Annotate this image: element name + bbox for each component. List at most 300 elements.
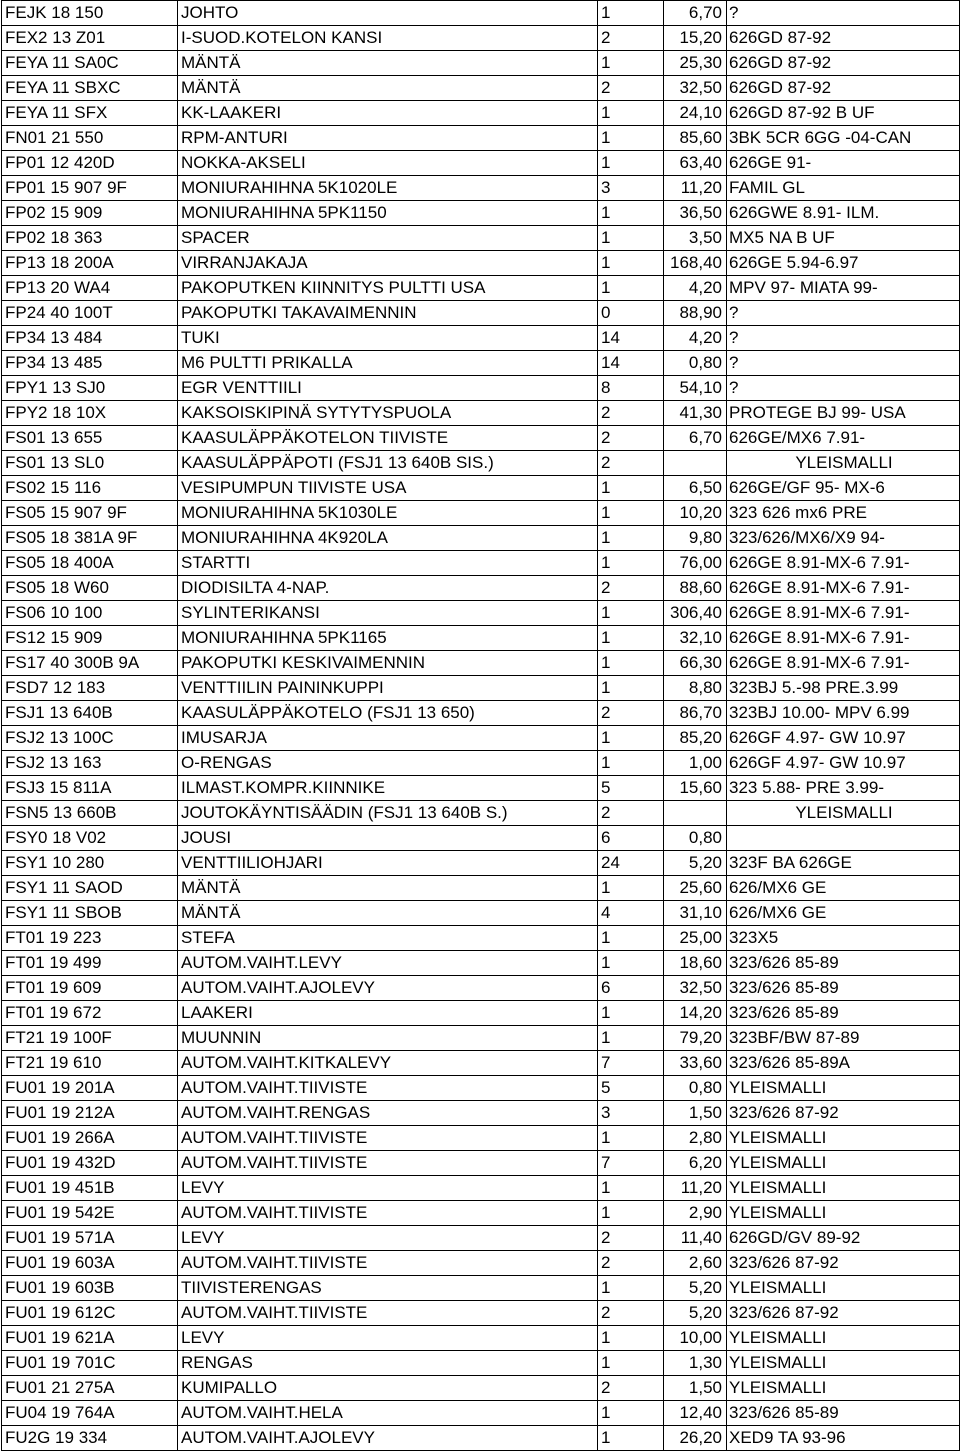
price-cell: 4,20 [664,276,727,301]
model-cell: 626GE/GF 95- MX-6 [727,476,960,501]
part-code-cell: FU01 19 266A [2,1126,178,1151]
table-row [2,226,960,251]
model-cell: 323F BA 626GE [727,851,960,876]
price-cell: 11,20 [664,176,727,201]
price-cell: 6,70 [664,1,727,26]
part-name-cell: JOHTO [178,1,598,26]
quantity-cell: 1 [598,251,664,276]
quantity-cell: 4 [598,901,664,926]
quantity-cell: 3 [598,1101,664,1126]
part-name-cell: LAAKERI [178,1001,598,1026]
model-cell: YLEISMALLI [727,1151,960,1176]
model-cell: 626GE/MX6 7.91- [727,426,960,451]
part-name-cell: AUTOM.VAIHT.LEVY [178,951,598,976]
table-row [2,26,960,51]
table-row [2,1301,960,1326]
quantity-cell: 2 [598,1226,664,1251]
part-name-cell: LEVY [178,1226,598,1251]
part-code-cell: FEX2 13 Z01 [2,26,178,51]
part-code-cell: FS05 15 907 9F [2,501,178,526]
model-cell: 626GWE 8.91- ILM. [727,201,960,226]
part-name-cell: PAKOPUTKI KESKIVAIMENNIN [178,651,598,676]
model-cell: YLEISMALLI [727,1276,960,1301]
part-name-cell: AUTOM.VAIHT.RENGAS [178,1101,598,1126]
part-code-cell: FP01 15 907 9F [2,176,178,201]
price-cell: 86,70 [664,701,727,726]
table-row [2,1226,960,1251]
model-cell [727,826,960,851]
model-cell: 323/626 85-89 [727,976,960,1001]
part-code-cell: FEYA 11 SA0C [2,51,178,76]
model-cell: ? [727,376,960,401]
model-cell: MPV 97- MIATA 99- [727,276,960,301]
part-name-cell: AUTOM.VAIHT.TIIVISTE [178,1201,598,1226]
table-row [2,576,960,601]
part-code-cell: FU01 19 432D [2,1151,178,1176]
part-code-cell: FP34 13 484 [2,326,178,351]
part-code-cell: FSJ2 13 163 [2,751,178,776]
model-cell: FAMIL GL [727,176,960,201]
table-row [2,1126,960,1151]
part-name-cell: JOUSI [178,826,598,851]
part-name-cell: PAKOPUTKEN KIINNITYS PULTTI USA [178,276,598,301]
part-name-cell: MÄNTÄ [178,901,598,926]
part-name-cell: AUTOM.VAIHT.HELA [178,1401,598,1426]
quantity-cell: 1 [598,101,664,126]
quantity-cell: 2 [598,451,664,476]
table-row [2,1376,960,1401]
part-code-cell: FS01 13 655 [2,426,178,451]
table-row [2,1076,960,1101]
part-name-cell: MÄNTÄ [178,76,598,101]
model-cell: 626GE 8.91-MX-6 7.91- [727,576,960,601]
price-cell: 12,40 [664,1401,727,1426]
model-cell: 626GF 4.97- GW 10.97 [727,751,960,776]
quantity-cell: 0 [598,301,664,326]
part-code-cell: FT21 19 100F [2,1026,178,1051]
table-row [2,726,960,751]
model-cell: YLEISMALLI [727,1076,960,1101]
model-cell: YLEISMALLI [727,1176,960,1201]
part-code-cell: FS06 10 100 [2,601,178,626]
quantity-cell: 2 [598,1301,664,1326]
price-cell: 54,10 [664,376,727,401]
quantity-cell: 1 [598,276,664,301]
price-cell: 306,40 [664,601,727,626]
table-row [2,601,960,626]
model-cell: 323/626 87-92 [727,1101,960,1126]
table-row [2,451,960,476]
model-cell: YLEISMALLI [727,1326,960,1351]
table-row [2,376,960,401]
part-name-cell: STARTTI [178,551,598,576]
price-cell: 25,30 [664,51,727,76]
quantity-cell: 5 [598,1076,664,1101]
quantity-cell: 14 [598,351,664,376]
part-name-cell: VESIPUMPUN TIIVISTE USA [178,476,598,501]
quantity-cell: 1 [598,926,664,951]
table-row [2,151,960,176]
model-cell: YLEISMALLI [727,1376,960,1401]
part-name-cell: KAASULÄPPÄKOTELON TIIVISTE [178,426,598,451]
model-cell: 3BK 5CR 6GG -04-CAN [727,126,960,151]
price-cell: 66,30 [664,651,727,676]
price-cell: 11,40 [664,1226,727,1251]
quantity-cell: 1 [598,1026,664,1051]
model-cell: YLEISMALLI [727,1126,960,1151]
model-cell: 626GD 87-92 [727,76,960,101]
part-code-cell: FSY1 11 SBOB [2,901,178,926]
quantity-cell: 1 [598,126,664,151]
part-code-cell: FU01 19 201A [2,1076,178,1101]
price-cell: 88,60 [664,576,727,601]
price-cell: 5,20 [664,1276,727,1301]
model-cell: 323/626 85-89 [727,1401,960,1426]
quantity-cell: 3 [598,176,664,201]
part-name-cell: KAKSOISKIPINÄ SYTYTYSPUOLA [178,401,598,426]
table-row [2,326,960,351]
table-row [2,126,960,151]
part-name-cell: I-SUOD.KOTELON KANSI [178,26,598,51]
part-name-cell: RENGAS [178,1351,598,1376]
part-code-cell: FP13 20 WA4 [2,276,178,301]
model-cell: 323 5.88- PRE 3.99- [727,776,960,801]
price-cell [664,451,727,476]
part-name-cell: VENTTIILIOHJARI [178,851,598,876]
table-row [2,201,960,226]
part-code-cell: FS01 13 SL0 [2,451,178,476]
part-code-cell: FPY1 13 SJ0 [2,376,178,401]
part-code-cell: FT01 19 223 [2,926,178,951]
quantity-cell: 1 [598,476,664,501]
part-code-cell: FP13 18 200A [2,251,178,276]
table-row [2,876,960,901]
part-name-cell: MONIURAHIHNA 5PK1150 [178,201,598,226]
table-row [2,626,960,651]
table-row [2,401,960,426]
table-row [2,526,960,551]
model-cell: 323X5 [727,926,960,951]
part-name-cell: TIIVISTERENGAS [178,1276,598,1301]
price-cell: 32,50 [664,976,727,1001]
part-name-cell: RPM-ANTURI [178,126,598,151]
model-cell: 626GD/GV 89-92 [727,1226,960,1251]
part-code-cell: FS05 18 381A 9F [2,526,178,551]
part-code-cell: FS02 15 116 [2,476,178,501]
table-row [2,1151,960,1176]
part-code-cell: FSJ2 13 100C [2,726,178,751]
parts-table [1,0,960,1451]
price-cell: 25,60 [664,876,727,901]
part-code-cell: FU01 19 212A [2,1101,178,1126]
quantity-cell: 2 [598,76,664,101]
part-code-cell: FEJK 18 150 [2,1,178,26]
model-cell: 626GD 87-92 [727,51,960,76]
price-cell: 79,20 [664,1026,727,1051]
model-cell: ? [727,1,960,26]
table-row [2,826,960,851]
table-row [2,976,960,1001]
part-code-cell: FT21 19 610 [2,1051,178,1076]
table-row [2,176,960,201]
quantity-cell: 1 [598,1001,664,1026]
price-cell: 2,90 [664,1201,727,1226]
part-name-cell: EGR VENTTIILI [178,376,598,401]
part-code-cell: FEYA 11 SFX [2,101,178,126]
table-row [2,1401,960,1426]
price-cell: 6,50 [664,476,727,501]
quantity-cell: 24 [598,851,664,876]
price-cell: 0,80 [664,351,727,376]
table-row [2,276,960,301]
table-row [2,1276,960,1301]
model-cell: 323/626 85-89 [727,1001,960,1026]
price-cell: 1,50 [664,1376,727,1401]
part-name-cell: LEVY [178,1326,598,1351]
part-code-cell: FP24 40 100T [2,301,178,326]
quantity-cell: 1 [598,726,664,751]
quantity-cell: 1 [598,151,664,176]
table-row [2,1101,960,1126]
part-name-cell: SYLINTERIKANSI [178,601,598,626]
part-code-cell: FP02 15 909 [2,201,178,226]
quantity-cell: 2 [598,401,664,426]
part-code-cell: FS12 15 909 [2,626,178,651]
part-name-cell: IMUSARJA [178,726,598,751]
model-cell: 626GF 4.97- GW 10.97 [727,726,960,751]
part-code-cell: FP01 12 420D [2,151,178,176]
table-row [2,1001,960,1026]
part-name-cell: VENTTIILIN PAININKUPPI [178,676,598,701]
part-name-cell: AUTOM.VAIHT.TIIVISTE [178,1301,598,1326]
price-cell: 0,80 [664,1076,727,1101]
part-code-cell: FU01 19 621A [2,1326,178,1351]
model-cell: ? [727,351,960,376]
part-name-cell: MONIURAHIHNA 5PK1165 [178,626,598,651]
part-code-cell: FSY1 10 280 [2,851,178,876]
table-row [2,776,960,801]
price-cell: 33,60 [664,1051,727,1076]
price-cell: 31,10 [664,901,727,926]
part-name-cell: KAASULÄPPÄPOTI (FSJ1 13 640B SIS.) [178,451,598,476]
price-cell: 18,60 [664,951,727,976]
quantity-cell: 1 [598,1176,664,1201]
table-row [2,1426,960,1451]
model-cell: 626GE 8.91-MX-6 7.91- [727,551,960,576]
model-cell: 323/626 85-89 [727,951,960,976]
model-cell: 626GD 87-92 B UF [727,101,960,126]
part-name-cell: AUTOM.VAIHT.AJOLEVY [178,976,598,1001]
part-name-cell: KAASULÄPPÄKOTELO (FSJ1 13 650) [178,701,598,726]
table-row [2,701,960,726]
part-code-cell: FSJ1 13 640B [2,701,178,726]
table-row [2,426,960,451]
quantity-cell: 1 [598,501,664,526]
price-cell: 36,50 [664,201,727,226]
model-cell: ? [727,326,960,351]
table-row [2,51,960,76]
part-code-cell: FU01 19 603A [2,1251,178,1276]
part-code-cell: FU01 19 571A [2,1226,178,1251]
price-cell: 25,00 [664,926,727,951]
price-cell [664,801,727,826]
table-row [2,1351,960,1376]
model-cell: 323BF/BW 87-89 [727,1026,960,1051]
quantity-cell: 1 [598,1326,664,1351]
quantity-cell: 8 [598,376,664,401]
quantity-cell: 2 [598,801,664,826]
table-row [2,76,960,101]
part-name-cell: KK-LAAKERI [178,101,598,126]
part-code-cell: FPY2 18 10X [2,401,178,426]
quantity-cell: 1 [598,626,664,651]
quantity-cell: 1 [598,676,664,701]
table-row [2,901,960,926]
part-code-cell: FU01 21 275A [2,1376,178,1401]
part-name-cell: VIRRANJAKAJA [178,251,598,276]
model-cell: 626/MX6 GE [727,876,960,901]
quantity-cell: 1 [598,226,664,251]
table-row [2,101,960,126]
quantity-cell: 7 [598,1051,664,1076]
quantity-cell: 2 [598,1251,664,1276]
part-name-cell: MONIURAHIHNA 5K1030LE [178,501,598,526]
price-cell: 9,80 [664,526,727,551]
part-name-cell: STEFA [178,926,598,951]
quantity-cell: 1 [598,951,664,976]
price-cell: 2,80 [664,1126,727,1151]
table-row [2,1251,960,1276]
part-code-cell: FT01 19 609 [2,976,178,1001]
table-row [2,1,960,26]
price-cell: 1,00 [664,751,727,776]
part-name-cell: AUTOM.VAIHT.TIIVISTE [178,1126,598,1151]
price-cell: 3,50 [664,226,727,251]
part-code-cell: FSY0 18 V02 [2,826,178,851]
part-name-cell: AUTOM.VAIHT.TIIVISTE [178,1076,598,1101]
part-code-cell: FS05 18 W60 [2,576,178,601]
table-row [2,351,960,376]
model-cell: 323 626 mx6 PRE [727,501,960,526]
table-row [2,1026,960,1051]
price-cell: 41,30 [664,401,727,426]
part-code-cell: FU01 19 701C [2,1351,178,1376]
part-name-cell: MONIURAHIHNA 4K920LA [178,526,598,551]
part-code-cell: FT01 19 672 [2,1001,178,1026]
price-cell: 2,60 [664,1251,727,1276]
model-cell: PROTEGE BJ 99- USA [727,401,960,426]
model-cell: ? [727,301,960,326]
price-cell: 5,20 [664,851,727,876]
quantity-cell: 1 [598,1,664,26]
price-cell: 76,00 [664,551,727,576]
part-name-cell: TUKI [178,326,598,351]
part-code-cell: FP02 18 363 [2,226,178,251]
price-cell: 0,80 [664,826,727,851]
table-row [2,301,960,326]
table-row [2,251,960,276]
part-name-cell: AUTOM.VAIHT.TIIVISTE [178,1251,598,1276]
quantity-cell: 1 [598,1276,664,1301]
quantity-cell: 1 [598,551,664,576]
quantity-cell: 1 [598,1351,664,1376]
quantity-cell: 1 [598,876,664,901]
part-name-cell: AUTOM.VAIHT.AJOLEVY [178,1426,598,1451]
price-cell: 26,20 [664,1426,727,1451]
price-cell: 4,20 [664,326,727,351]
model-cell: MX5 NA B UF [727,226,960,251]
part-code-cell: FU01 19 603B [2,1276,178,1301]
quantity-cell: 2 [598,1376,664,1401]
model-cell: 323/626 85-89A [727,1051,960,1076]
model-cell: 323/626/MX6/X9 94- [727,526,960,551]
part-code-cell: FSN5 13 660B [2,801,178,826]
price-cell: 24,10 [664,101,727,126]
price-cell: 8,80 [664,676,727,701]
table-row [2,676,960,701]
quantity-cell: 2 [598,701,664,726]
parts-table-body [2,1,960,1451]
part-code-cell: FT01 19 499 [2,951,178,976]
model-cell: YLEISMALLI [727,1201,960,1226]
table-row [2,751,960,776]
model-cell: 626GE 8.91-MX-6 7.91- [727,626,960,651]
price-cell: 15,20 [664,26,727,51]
quantity-cell: 1 [598,1201,664,1226]
price-cell: 11,20 [664,1176,727,1201]
table-row [2,1176,960,1201]
part-name-cell: PAKOPUTKI TAKAVAIMENNIN [178,301,598,326]
price-cell: 6,20 [664,1151,727,1176]
table-row [2,501,960,526]
part-name-cell: SPACER [178,226,598,251]
part-name-cell: NOKKA-AKSELI [178,151,598,176]
table-row [2,926,960,951]
price-cell: 32,50 [664,76,727,101]
quantity-cell: 1 [598,201,664,226]
price-cell: 5,20 [664,1301,727,1326]
model-cell: 323/626 87-92 [727,1251,960,1276]
part-name-cell: DIODISILTA 4-NAP. [178,576,598,601]
part-name-cell: AUTOM.VAIHT.KITKALEVY [178,1051,598,1076]
model-cell: 323BJ 10.00- MPV 6.99 [727,701,960,726]
quantity-cell: 1 [598,1426,664,1451]
price-cell: 15,60 [664,776,727,801]
price-cell: 88,90 [664,301,727,326]
quantity-cell: 1 [598,526,664,551]
model-cell: YLEISMALLI [727,801,960,826]
model-cell: 626GE 8.91-MX-6 7.91- [727,601,960,626]
part-name-cell: O-RENGAS [178,751,598,776]
part-code-cell: FSJ3 15 811A [2,776,178,801]
part-name-cell: KUMIPALLO [178,1376,598,1401]
table-row [2,801,960,826]
part-code-cell: FU01 19 612C [2,1301,178,1326]
model-cell: 626GE 5.94-6.97 [727,251,960,276]
part-name-cell: JOUTOKÄYNTISÄÄDIN (FSJ1 13 640B S.) [178,801,598,826]
part-name-cell: MÄNTÄ [178,876,598,901]
part-code-cell: FSY1 11 SAOD [2,876,178,901]
quantity-cell: 2 [598,576,664,601]
quantity-cell: 2 [598,26,664,51]
part-name-cell: LEVY [178,1176,598,1201]
quantity-cell: 6 [598,826,664,851]
part-code-cell: FS05 18 400A [2,551,178,576]
quantity-cell: 1 [598,51,664,76]
table-row [2,1051,960,1076]
part-name-cell: M6 PULTTI PRIKALLA [178,351,598,376]
price-cell: 63,40 [664,151,727,176]
